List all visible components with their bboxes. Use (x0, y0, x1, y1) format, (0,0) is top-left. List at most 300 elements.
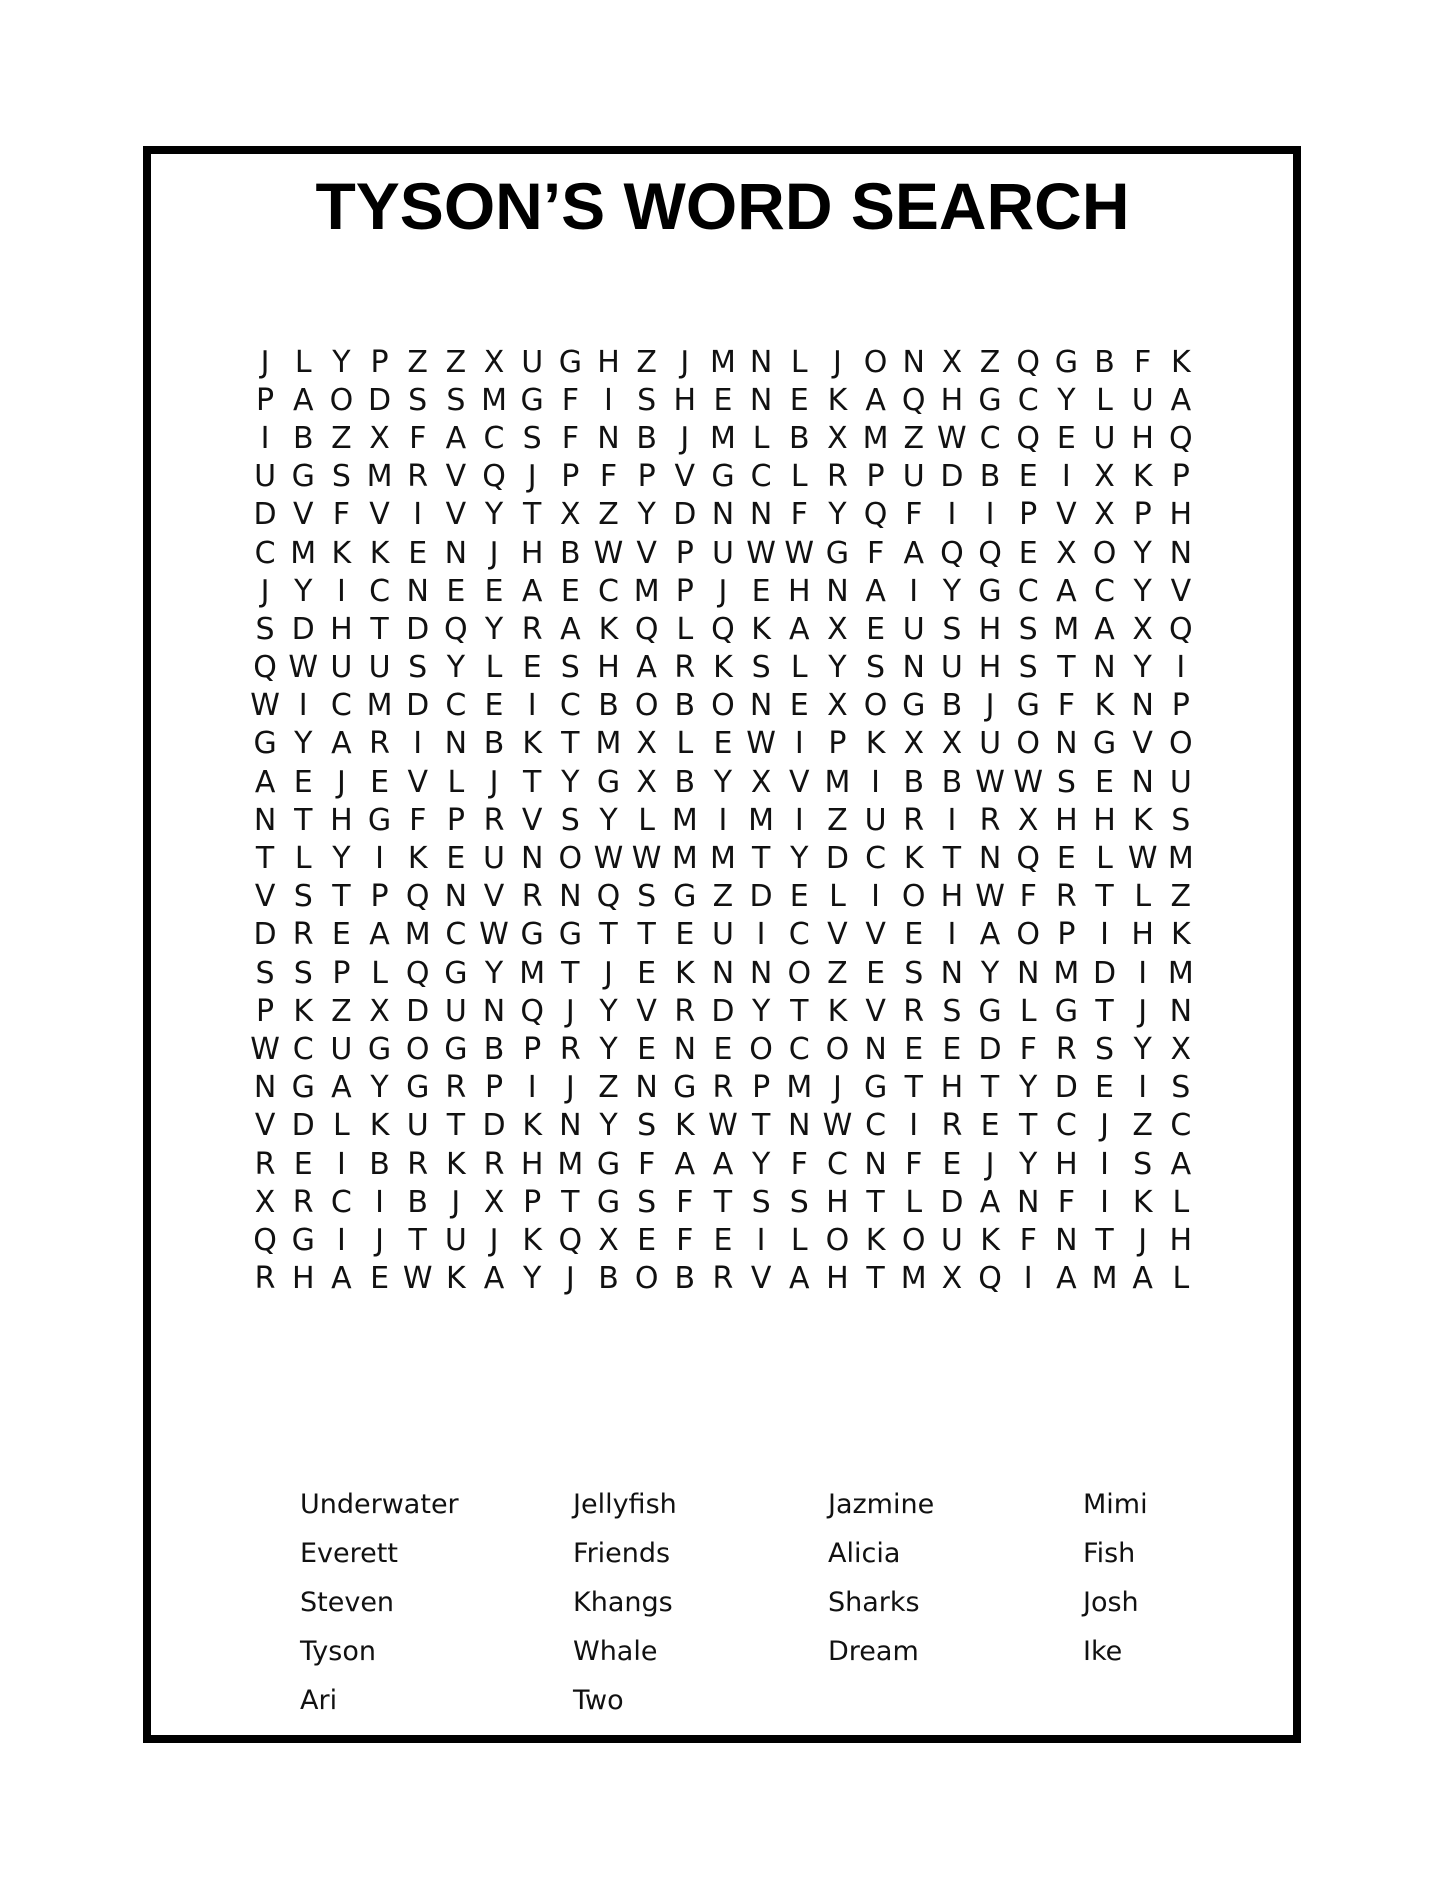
grid-letter-cell[interactable]: K (369, 1108, 390, 1144)
grid-letter-cell[interactable]: Q (1169, 420, 1193, 456)
grid-letter-cell[interactable]: B (483, 726, 505, 762)
grid-letter-cell[interactable]: J (1138, 993, 1148, 1029)
grid-letter-cell[interactable]: N (749, 688, 773, 724)
grid-letter-cell[interactable]: W (631, 841, 662, 877)
grid-letter-cell[interactable]: C (979, 420, 1001, 456)
grid-letter-cell[interactable]: N (406, 573, 429, 609)
grid-letter-cell[interactable]: T (1095, 993, 1114, 1029)
grid-letter-cell[interactable]: N (635, 1070, 658, 1106)
grid-letter-cell[interactable]: E (1056, 420, 1076, 456)
grid-letter-cell[interactable]: X (636, 726, 657, 762)
grid-letter-cell[interactable]: P (370, 344, 389, 380)
grid-letter-cell[interactable]: F (676, 1184, 694, 1220)
grid-letter-cell[interactable]: J (375, 1222, 384, 1258)
grid-letter-cell[interactable]: J (260, 344, 270, 380)
grid-letter-cell[interactable]: C (826, 1146, 848, 1182)
grid-letter-cell[interactable]: N (902, 650, 925, 686)
grid-letter-cell[interactable]: E (446, 573, 466, 609)
grid-letter-cell[interactable]: A (789, 1261, 810, 1297)
grid-letter-cell[interactable]: Q (1169, 611, 1193, 647)
grid-letter-cell[interactable]: P (866, 459, 885, 495)
grid-letter-cell[interactable]: P (332, 955, 351, 991)
grid-letter-cell[interactable]: O (825, 1031, 850, 1067)
grid-letter-cell[interactable]: M (710, 841, 736, 877)
grid-letter-cell[interactable]: P (675, 573, 694, 609)
grid-letter-cell[interactable]: E (942, 1031, 962, 1067)
grid-letter-cell[interactable]: A (1170, 382, 1192, 418)
grid-letter-cell[interactable]: J (680, 344, 690, 380)
grid-letter-cell[interactable]: N (749, 497, 773, 533)
grid-letter-cell[interactable]: T (751, 1108, 771, 1144)
grid-letter-cell[interactable]: M (557, 1146, 584, 1182)
grid-letter-cell[interactable]: D (673, 497, 697, 533)
grid-letter-cell[interactable]: N (749, 344, 773, 380)
grid-letter-cell[interactable]: I (718, 802, 728, 838)
grid-letter-cell[interactable]: X (483, 344, 505, 380)
grid-letter-cell[interactable]: Z (712, 879, 734, 915)
grid-letter-cell[interactable]: E (1018, 459, 1038, 495)
grid-letter-cell[interactable]: G (978, 382, 1002, 418)
grid-letter-cell[interactable]: T (561, 955, 580, 991)
grid-letter-cell[interactable]: V (865, 917, 886, 953)
grid-letter-cell[interactable]: K (1132, 1184, 1153, 1220)
grid-letter-cell[interactable]: A (903, 535, 924, 571)
grid-letter-cell[interactable]: X (1017, 802, 1039, 838)
grid-letter-cell[interactable]: E (1056, 841, 1076, 877)
grid-letter-cell[interactable]: Y (332, 841, 351, 877)
grid-letter-cell[interactable]: Y (790, 841, 809, 877)
grid-letter-cell[interactable]: U (1169, 764, 1192, 800)
grid-letter-cell[interactable]: L (1019, 993, 1037, 1029)
grid-letter-cell[interactable]: K (407, 841, 428, 877)
grid-letter-cell[interactable]: N (597, 420, 620, 456)
grid-letter-cell[interactable]: Q (253, 650, 277, 686)
grid-letter-cell[interactable]: F (599, 459, 618, 495)
grid-letter-cell[interactable]: O (711, 688, 735, 724)
grid-letter-cell[interactable]: J (489, 1222, 499, 1258)
grid-letter-cell[interactable]: D (940, 459, 964, 495)
grid-letter-cell[interactable]: B (598, 688, 619, 724)
grid-letter-cell[interactable]: U (902, 459, 925, 495)
grid-letter-cell[interactable]: C (254, 535, 276, 571)
grid-letter-cell[interactable]: M (1167, 841, 1194, 877)
grid-letter-cell[interactable]: W (937, 420, 967, 456)
grid-letter-cell[interactable]: L (485, 650, 503, 686)
grid-letter-cell[interactable]: N (864, 1031, 887, 1067)
grid-letter-cell[interactable]: I (1100, 917, 1109, 953)
grid-letter-cell[interactable]: B (941, 688, 963, 724)
grid-letter-cell[interactable]: N (749, 382, 773, 418)
grid-letter-cell[interactable]: D (482, 1108, 506, 1144)
grid-letter-cell[interactable]: B (598, 1261, 619, 1297)
grid-letter-cell[interactable]: G (711, 459, 735, 495)
grid-letter-cell[interactable]: B (1094, 344, 1115, 380)
grid-letter-cell[interactable]: Y (484, 955, 504, 991)
grid-letter-cell[interactable]: G (863, 1070, 888, 1106)
grid-letter-cell[interactable]: L (790, 344, 808, 380)
grid-letter-cell[interactable]: W (479, 917, 509, 953)
grid-letter-cell[interactable]: M (710, 344, 736, 380)
grid-letter-cell[interactable]: U (940, 1222, 963, 1258)
grid-letter-cell[interactable]: F (676, 1222, 694, 1258)
grid-letter-cell[interactable]: J (832, 344, 842, 380)
grid-letter-cell[interactable]: N (1093, 650, 1116, 686)
grid-letter-cell[interactable]: T (866, 1261, 885, 1297)
grid-letter-cell[interactable]: O (749, 1031, 773, 1067)
grid-letter-cell[interactable]: O (901, 879, 926, 915)
grid-letter-cell[interactable]: N (253, 1070, 277, 1106)
grid-letter-cell[interactable]: W (402, 1261, 433, 1297)
grid-letter-cell[interactable]: T (866, 1184, 885, 1220)
grid-letter-cell[interactable]: S (255, 611, 275, 647)
grid-letter-cell[interactable]: Y (599, 1108, 618, 1144)
grid-letter-cell[interactable]: G (1092, 726, 1117, 762)
grid-letter-cell[interactable]: N (1169, 535, 1193, 571)
grid-letter-cell[interactable]: J (565, 1070, 575, 1106)
grid-letter-cell[interactable]: S (904, 955, 924, 991)
grid-letter-cell[interactable]: N (749, 955, 773, 991)
grid-letter-cell[interactable]: X (827, 611, 848, 647)
grid-letter-cell[interactable]: M (481, 382, 507, 418)
grid-letter-cell[interactable]: G (1054, 993, 1078, 1029)
grid-letter-cell[interactable]: C (559, 688, 581, 724)
grid-letter-cell[interactable]: I (1176, 650, 1186, 686)
grid-letter-cell[interactable]: X (903, 726, 925, 762)
grid-letter-cell[interactable]: Z (331, 420, 352, 456)
grid-letter-cell[interactable]: E (293, 1146, 313, 1182)
grid-letter-cell[interactable]: T (408, 1222, 427, 1258)
grid-letter-cell[interactable]: Y (1133, 1031, 1152, 1067)
grid-letter-cell[interactable]: G (253, 726, 277, 762)
grid-letter-cell[interactable]: X (827, 688, 848, 724)
grid-letter-cell[interactable]: I (1100, 1146, 1109, 1182)
grid-letter-cell[interactable]: Y (828, 650, 847, 686)
grid-letter-cell[interactable]: I (375, 841, 384, 877)
grid-letter-cell[interactable]: E (1095, 764, 1114, 800)
grid-letter-cell[interactable]: J (565, 993, 575, 1029)
grid-letter-cell[interactable]: Q (978, 1261, 1002, 1297)
grid-letter-cell[interactable]: D (406, 688, 430, 724)
grid-letter-cell[interactable]: O (634, 688, 659, 724)
grid-letter-cell[interactable]: F (1019, 879, 1037, 915)
grid-letter-cell[interactable]: C (865, 1108, 887, 1144)
grid-letter-cell[interactable]: F (1134, 344, 1152, 380)
grid-letter-cell[interactable]: V (445, 497, 467, 533)
grid-letter-cell[interactable]: Y (751, 1146, 771, 1182)
grid-letter-cell[interactable]: T (904, 1070, 923, 1106)
grid-letter-cell[interactable]: E (484, 688, 504, 724)
grid-letter-cell[interactable]: E (484, 573, 504, 609)
grid-letter-cell[interactable]: P (523, 1184, 542, 1220)
grid-letter-cell[interactable]: W (593, 841, 624, 877)
grid-letter-cell[interactable]: L (294, 841, 312, 877)
grid-letter-cell[interactable]: S (446, 382, 466, 418)
grid-letter-cell[interactable]: G (596, 1184, 621, 1220)
grid-letter-cell[interactable]: E (789, 688, 809, 724)
grid-letter-cell[interactable]: S (408, 650, 428, 686)
grid-letter-cell[interactable]: Z (407, 344, 428, 380)
grid-letter-cell[interactable]: P (637, 459, 656, 495)
grid-letter-cell[interactable]: S (637, 1108, 657, 1144)
grid-letter-cell[interactable]: M (633, 573, 660, 609)
grid-letter-cell[interactable]: H (978, 611, 1002, 647)
grid-letter-cell[interactable]: H (520, 1146, 544, 1182)
grid-letter-cell[interactable]: R (254, 1146, 276, 1182)
grid-letter-cell[interactable]: O (825, 1222, 850, 1258)
grid-letter-cell[interactable]: G (596, 764, 621, 800)
grid-letter-cell[interactable]: I (604, 382, 613, 418)
grid-letter-cell[interactable]: A (254, 764, 276, 800)
grid-letter-cell[interactable]: V (674, 459, 696, 495)
grid-letter-cell[interactable]: E (713, 1222, 733, 1258)
grid-letter-cell[interactable]: E (942, 1146, 962, 1182)
grid-letter-cell[interactable]: Q (1016, 344, 1041, 380)
grid-letter-cell[interactable]: R (1055, 1031, 1077, 1067)
grid-letter-cell[interactable]: F (638, 1146, 656, 1182)
grid-letter-cell[interactable]: A (979, 917, 1001, 953)
grid-letter-cell[interactable]: V (865, 993, 886, 1029)
grid-letter-cell[interactable]: E (904, 1031, 924, 1067)
grid-letter-cell[interactable]: N (788, 1108, 811, 1144)
grid-letter-cell[interactable]: B (674, 1261, 696, 1297)
grid-letter-cell[interactable]: Y (1019, 1146, 1038, 1182)
grid-letter-cell[interactable]: G (558, 917, 582, 953)
grid-letter-cell[interactable]: G (520, 917, 544, 953)
grid-letter-cell[interactable]: Q (520, 993, 544, 1029)
grid-letter-cell[interactable]: E (293, 764, 313, 800)
grid-letter-cell[interactable]: M (595, 726, 622, 762)
grid-letter-cell[interactable]: W (1013, 764, 1044, 800)
grid-letter-cell[interactable]: Q (558, 1222, 583, 1258)
grid-letter-cell[interactable]: G (367, 1031, 392, 1067)
grid-letter-cell[interactable]: A (521, 573, 543, 609)
grid-letter-cell[interactable]: N (826, 573, 849, 609)
grid-letter-cell[interactable]: Y (942, 573, 962, 609)
grid-letter-cell[interactable]: Z (331, 993, 352, 1029)
grid-letter-cell[interactable]: K (865, 1222, 886, 1258)
grid-letter-cell[interactable]: S (637, 1184, 657, 1220)
grid-letter-cell[interactable]: E (637, 955, 657, 991)
grid-letter-cell[interactable]: M (290, 535, 317, 571)
grid-letter-cell[interactable]: E (370, 764, 390, 800)
grid-letter-cell[interactable]: E (866, 955, 886, 991)
grid-letter-cell[interactable]: V (254, 1108, 276, 1144)
grid-letter-cell[interactable]: Y (332, 344, 351, 380)
grid-letter-cell[interactable]: X (941, 726, 963, 762)
grid-letter-cell[interactable]: K (903, 841, 924, 877)
grid-letter-cell[interactable]: X (1170, 1031, 1192, 1067)
grid-letter-cell[interactable]: K (522, 1222, 543, 1258)
grid-letter-cell[interactable]: R (521, 611, 543, 647)
grid-letter-cell[interactable]: R (903, 802, 925, 838)
grid-letter-cell[interactable]: Q (444, 611, 468, 647)
grid-letter-cell[interactable]: S (1018, 611, 1038, 647)
grid-letter-cell[interactable]: I (336, 573, 346, 609)
grid-letter-cell[interactable]: K (446, 1146, 466, 1182)
grid-letter-cell[interactable]: C (788, 917, 810, 953)
grid-letter-cell[interactable]: F (561, 420, 579, 456)
grid-letter-cell[interactable]: G (291, 1222, 315, 1258)
grid-letter-cell[interactable]: I (1061, 459, 1071, 495)
grid-letter-cell[interactable]: L (676, 726, 694, 762)
grid-letter-cell[interactable]: L (829, 879, 846, 915)
grid-letter-cell[interactable]: E (408, 535, 428, 571)
grid-letter-cell[interactable]: B (369, 1146, 390, 1182)
grid-letter-cell[interactable]: W (746, 726, 776, 762)
grid-letter-cell[interactable]: I (336, 1222, 346, 1258)
grid-letter-cell[interactable]: B (788, 420, 810, 456)
grid-letter-cell[interactable]: X (254, 1184, 276, 1220)
grid-letter-cell[interactable]: N (1055, 1222, 1078, 1258)
grid-letter-cell[interactable]: A (331, 1261, 352, 1297)
grid-letter-cell[interactable]: P (256, 993, 275, 1029)
grid-letter-cell[interactable]: E (446, 841, 466, 877)
grid-letter-cell[interactable]: I (336, 1146, 346, 1182)
grid-letter-cell[interactable]: Q (253, 1222, 277, 1258)
grid-letter-cell[interactable]: T (1019, 1108, 1038, 1144)
grid-letter-cell[interactable]: I (947, 802, 957, 838)
grid-letter-cell[interactable]: X (1056, 535, 1077, 571)
grid-letter-cell[interactable]: U (406, 1108, 429, 1144)
grid-letter-cell[interactable]: V (483, 879, 505, 915)
grid-letter-cell[interactable]: S (1094, 1031, 1115, 1067)
grid-letter-cell[interactable]: E (980, 1108, 1000, 1144)
grid-letter-cell[interactable]: M (366, 459, 393, 495)
grid-letter-cell[interactable]: W (250, 1031, 280, 1067)
grid-letter-cell[interactable]: L (790, 1222, 808, 1258)
grid-letter-cell[interactable]: F (1019, 1222, 1037, 1258)
grid-letter-cell[interactable]: F (1057, 688, 1075, 724)
grid-letter-cell[interactable]: A (865, 573, 886, 609)
grid-letter-cell[interactable]: Y (523, 1261, 542, 1297)
grid-letter-cell[interactable]: H (1055, 802, 1078, 838)
grid-letter-cell[interactable]: V (750, 1261, 772, 1297)
grid-letter-cell[interactable]: T (561, 1184, 580, 1220)
grid-letter-cell[interactable]: Q (1016, 841, 1041, 877)
grid-letter-cell[interactable]: K (827, 993, 848, 1029)
grid-letter-cell[interactable]: T (294, 802, 313, 838)
grid-letter-cell[interactable]: J (336, 764, 346, 800)
grid-letter-cell[interactable]: S (560, 802, 580, 838)
grid-letter-cell[interactable]: T (446, 1108, 466, 1144)
grid-letter-cell[interactable]: X (636, 764, 657, 800)
grid-letter-cell[interactable]: I (413, 497, 423, 533)
grid-letter-cell[interactable]: G (1016, 688, 1040, 724)
grid-letter-cell[interactable]: Q (940, 535, 964, 571)
grid-letter-cell[interactable]: X (827, 420, 848, 456)
grid-letter-cell[interactable]: C (1017, 573, 1039, 609)
grid-letter-cell[interactable]: L (1096, 841, 1113, 877)
grid-letter-cell[interactable]: H (597, 650, 620, 686)
grid-letter-cell[interactable]: U (902, 611, 925, 647)
grid-letter-cell[interactable]: A (1056, 1261, 1077, 1297)
grid-letter-cell[interactable]: J (604, 955, 613, 991)
grid-letter-cell[interactable]: P (370, 879, 389, 915)
grid-letter-cell[interactable]: Y (637, 497, 656, 533)
grid-letter-cell[interactable]: D (825, 841, 849, 877)
grid-letter-cell[interactable]: K (674, 955, 695, 991)
grid-letter-cell[interactable]: T (942, 841, 962, 877)
grid-letter-cell[interactable]: E (331, 917, 351, 953)
grid-letter-cell[interactable]: S (789, 1184, 809, 1220)
grid-letter-cell[interactable]: E (1018, 535, 1038, 571)
grid-letter-cell[interactable]: I (794, 726, 804, 762)
grid-letter-cell[interactable]: O (901, 1222, 926, 1258)
grid-letter-cell[interactable]: E (789, 879, 809, 915)
grid-letter-cell[interactable]: V (521, 802, 543, 838)
grid-letter-cell[interactable]: S (408, 382, 428, 418)
grid-letter-cell[interactable]: U (444, 993, 467, 1029)
grid-letter-cell[interactable]: T (751, 841, 771, 877)
grid-letter-cell[interactable]: C (1170, 1108, 1192, 1144)
grid-letter-cell[interactable]: I (947, 497, 957, 533)
grid-letter-cell[interactable]: U (864, 802, 887, 838)
grid-letter-cell[interactable]: V (636, 535, 657, 571)
grid-letter-cell[interactable]: K (331, 535, 352, 571)
grid-letter-cell[interactable]: G (444, 1031, 468, 1067)
grid-letter-cell[interactable]: C (750, 459, 772, 495)
grid-letter-cell[interactable]: R (292, 1184, 314, 1220)
grid-letter-cell[interactable]: W (975, 879, 1005, 915)
grid-letter-cell[interactable]: S (942, 611, 962, 647)
grid-letter-cell[interactable]: H (1055, 1146, 1078, 1182)
grid-letter-cell[interactable]: G (444, 955, 468, 991)
grid-letter-cell[interactable]: S (637, 382, 657, 418)
grid-letter-cell[interactable]: O (863, 344, 888, 380)
grid-letter-cell[interactable]: B (674, 688, 696, 724)
grid-letter-cell[interactable]: T (1095, 1222, 1114, 1258)
grid-letter-cell[interactable]: V (1170, 573, 1192, 609)
grid-letter-cell[interactable]: B (674, 764, 696, 800)
grid-letter-cell[interactable]: P (484, 1070, 504, 1106)
grid-letter-cell[interactable]: P (1019, 497, 1038, 533)
grid-letter-cell[interactable]: X (369, 420, 390, 456)
grid-letter-cell[interactable]: D (253, 917, 277, 953)
grid-letter-cell[interactable]: A (1170, 1146, 1192, 1182)
grid-letter-cell[interactable]: D (940, 1184, 964, 1220)
grid-letter-cell[interactable]: M (710, 420, 736, 456)
grid-letter-cell[interactable]: K (1170, 344, 1191, 380)
grid-letter-cell[interactable]: J (260, 573, 270, 609)
grid-letter-cell[interactable]: D (406, 611, 430, 647)
grid-letter-cell[interactable]: U (711, 917, 734, 953)
grid-letter-cell[interactable]: Y (599, 993, 618, 1029)
grid-letter-cell[interactable]: M (1053, 955, 1080, 991)
grid-letter-cell[interactable]: F (1057, 1184, 1075, 1220)
grid-letter-cell[interactable]: X (941, 1261, 963, 1297)
grid-letter-cell[interactable]: K (1094, 688, 1115, 724)
grid-letter-cell[interactable]: C (1017, 382, 1039, 418)
grid-letter-cell[interactable]: U (483, 841, 505, 877)
grid-letter-cell[interactable]: V (827, 917, 848, 953)
grid-letter-cell[interactable]: R (292, 917, 314, 953)
grid-letter-cell[interactable]: C (369, 573, 391, 609)
grid-letter-cell[interactable]: Q (711, 611, 735, 647)
grid-letter-cell[interactable]: X (560, 497, 581, 533)
grid-letter-cell[interactable]: K (522, 1108, 543, 1144)
grid-letter-cell[interactable]: C (1094, 573, 1115, 609)
grid-letter-cell[interactable]: Y (751, 993, 771, 1029)
grid-letter-cell[interactable]: Q (978, 535, 1002, 571)
grid-letter-cell[interactable]: N (444, 535, 468, 571)
grid-letter-cell[interactable]: P (1171, 459, 1190, 495)
grid-letter-cell[interactable]: Y (713, 764, 733, 800)
grid-letter-cell[interactable]: I (260, 420, 270, 456)
grid-letter-cell[interactable]: N (902, 344, 925, 380)
grid-letter-cell[interactable]: D (1054, 1070, 1078, 1106)
grid-letter-cell[interactable]: G (825, 535, 850, 571)
grid-letter-cell[interactable]: S (522, 420, 542, 456)
